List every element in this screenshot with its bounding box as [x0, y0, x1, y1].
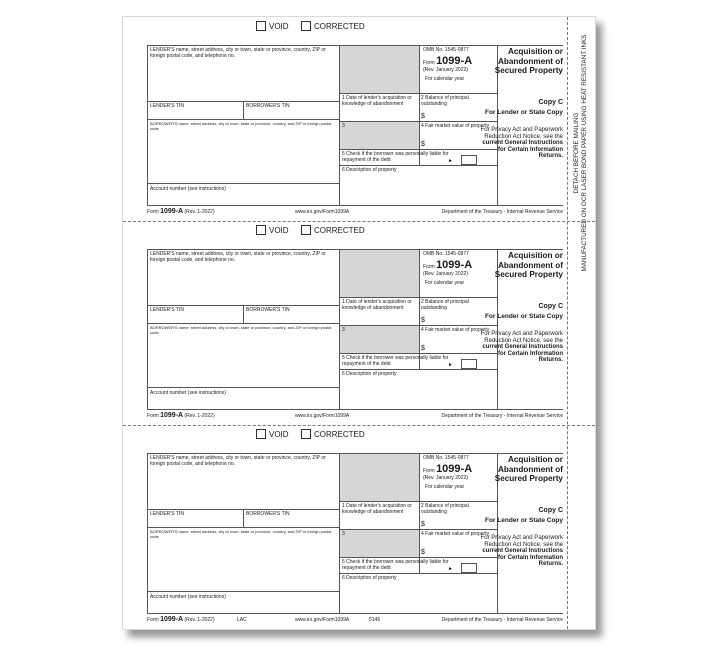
box5-checkbox[interactable]	[461, 155, 477, 165]
account-number-label: Account number (see instructions)	[150, 186, 226, 192]
void-checkbox-square[interactable]	[256, 225, 266, 235]
corrected-label: CORRECTED	[314, 225, 365, 235]
revision: (Rev. January 2022)	[423, 475, 468, 481]
form-sheet	[122, 16, 596, 630]
privacy-notice	[479, 127, 563, 160]
box5-label: 5 Check if the borrower was personally liable for repayment of the debt	[342, 355, 449, 367]
corrected-checkbox-square[interactable]	[301, 429, 311, 439]
detach-text: DETACH BEFORE MAILING	[573, 112, 580, 194]
form-word: Form	[423, 60, 435, 66]
box5-rule	[339, 149, 497, 150]
footer-code-right: 5146	[369, 617, 381, 623]
tin-divider	[243, 305, 244, 323]
lender-info-label: LENDER'S name, street address, city or town, state or province, country, ZIP or foreign postal code, and telephone no.	[150, 251, 326, 263]
privacy-notice	[479, 331, 563, 364]
form-title: Acquisition or Abandonment of Secured Property	[494, 455, 563, 483]
calendar-year-label: For calendar year	[425, 76, 465, 82]
box5-label: 5 Check if the borrower was personally liable for repayment of the debt	[342, 559, 449, 571]
box1-label: 1 Date of lender's acquisition or knowledge of abandonment	[342, 299, 412, 311]
calendar-year-field[interactable]	[340, 46, 419, 93]
form-copy-2	[123, 221, 595, 425]
footer-code-left: LAC	[237, 617, 247, 623]
box2-label: 2 Balance of principal outstanding	[421, 503, 469, 515]
box3-label: 3	[342, 531, 345, 537]
form-title: Acquisition or Abandonment of Secured Property	[494, 251, 563, 279]
privacy-text: For Privacy Act and Paperwork Reduction Act Notice, see the	[480, 331, 563, 344]
bottom-rule	[147, 409, 563, 410]
footer-form-number: 1099-A	[160, 208, 184, 215]
footer-form-id	[147, 617, 215, 623]
lender-tin-label: LENDER'S TIN	[150, 103, 184, 109]
footer-url: www.irs.gov/Form1099A	[295, 413, 350, 419]
footer-form-number: 1099-A	[160, 616, 184, 623]
account-rule	[147, 183, 339, 184]
tin-rule-bottom	[147, 527, 339, 528]
lender-tin-label: LENDER'S TIN	[150, 307, 184, 313]
tin-divider	[243, 101, 244, 119]
privacy-bold: current General Instructions for Certain Information Returns.	[482, 140, 563, 160]
borrower-info-label: BORROWER'S name, street address, city or town, state or province, country, and ZIP or foreign postal code	[150, 529, 332, 539]
box2-label: 2 Balance of principal outstanding	[421, 299, 469, 311]
box3-label: 3	[342, 123, 345, 129]
footer-department: Department of the Treasury - Internal Revenue Service	[441, 413, 563, 419]
omb-number: OMB No. 1545-0877	[423, 251, 469, 257]
left-rule	[147, 45, 148, 205]
revision: (Rev. January 2022)	[423, 67, 468, 73]
footer-form-word: Form	[147, 209, 159, 215]
borrower-tin-label: BORROWER'S TIN	[246, 103, 290, 109]
void-checkbox[interactable]	[256, 429, 289, 439]
tin-rule-bottom	[147, 323, 339, 324]
lender-info-label: LENDER'S name, street address, city or town, state or province, country, ZIP or foreign postal code, and telephone no.	[150, 47, 326, 59]
box4-label: 4 Fair market value of property	[421, 327, 490, 333]
corrected-checkbox-square[interactable]	[301, 21, 311, 31]
box3-field[interactable]	[340, 326, 419, 353]
box5-arrow: ►	[448, 158, 453, 164]
lender-tin-label: LENDER'S TIN	[150, 511, 184, 517]
footer-revision: (Rev. 1-2022)	[184, 413, 215, 419]
manufactured-text: MANUFACTURED ON OCR LASER BOND PAPER USING HEAT RESISTANT INKS	[581, 34, 588, 272]
form-word: Form	[423, 264, 435, 270]
box2-dollar: $	[421, 521, 425, 528]
box3-field[interactable]	[340, 122, 419, 149]
copy-for: For Lender or State Copy	[484, 517, 563, 524]
copy-label: Copy C	[538, 507, 563, 514]
account-rule	[147, 591, 339, 592]
lender-info-label: LENDER'S name, street address, city or town, state or province, country, ZIP or foreign postal code, and telephone no.	[150, 455, 326, 467]
revision: (Rev. January 2022)	[423, 271, 468, 277]
footer-form-id	[147, 413, 215, 419]
omb-number: OMB No. 1545-0877	[423, 455, 469, 461]
footer-form-word: Form	[147, 617, 159, 623]
box5-arrow: ►	[448, 566, 453, 572]
box6-rule	[339, 573, 497, 574]
account-number-label: Account number (see instructions)	[150, 390, 226, 396]
form-number: 1099-A	[436, 463, 473, 475]
footer-url: www.irs.gov/Form1099A	[295, 209, 350, 215]
copy-for: For Lender or State Copy	[484, 109, 563, 116]
calendar-year-field[interactable]	[340, 250, 419, 297]
borrower-tin-label: BORROWER'S TIN	[246, 511, 290, 517]
borrower-tin-label: BORROWER'S TIN	[246, 307, 290, 313]
box5-label: 5 Check if the borrower was personally liable for repayment of the debt	[342, 151, 449, 163]
perforation-line-2	[123, 425, 595, 426]
box2-dollar: $	[421, 113, 425, 120]
box4-label: 4 Fair market value of property	[421, 531, 490, 537]
footer-form-number: 1099-A	[160, 412, 184, 419]
void-checkbox[interactable]	[256, 225, 289, 235]
side-text	[573, 33, 589, 273]
box1-rule	[339, 297, 497, 298]
tin-rule-bottom	[147, 119, 339, 120]
copy-label: Copy C	[538, 99, 563, 106]
footer-url: www.irs.gov/Form1099A	[295, 617, 350, 623]
corrected-checkbox[interactable]	[301, 429, 365, 439]
privacy-notice	[479, 535, 563, 568]
box5-arrow: ►	[448, 362, 453, 368]
box1-rule	[339, 93, 497, 94]
account-number-label: Account number (see instructions)	[150, 594, 226, 600]
void-label: VOID	[269, 225, 289, 235]
box4-dollar: $	[421, 141, 425, 148]
calendar-year-label: For calendar year	[425, 280, 465, 286]
void-checkbox-square[interactable]	[256, 429, 266, 439]
box5-rule	[339, 557, 497, 558]
box6-rule	[339, 165, 497, 166]
box4-label: 4 Fair market value of property	[421, 123, 490, 129]
form-word: Form	[423, 468, 435, 474]
borrower-info-label: BORROWER'S name, street address, city or town, state or province, country, and ZIP or foreign postal code	[150, 325, 332, 335]
privacy-text: For Privacy Act and Paperwork Reduction Act Notice, see the	[480, 127, 563, 140]
privacy-bold: current General Instructions for Certain Information Returns.	[482, 548, 563, 568]
side-margin	[563, 33, 599, 273]
box3-label: 3	[342, 327, 345, 333]
perforation-line-1	[123, 221, 595, 222]
footer-revision: (Rev. 1-2022)	[184, 209, 215, 215]
tin-divider	[243, 509, 244, 527]
copy-for: For Lender or State Copy	[484, 313, 563, 320]
footer-form-id	[147, 209, 215, 215]
footer-revision: (Rev. 1-2022)	[184, 617, 215, 623]
void-label: VOID	[269, 429, 289, 439]
void-label: VOID	[269, 21, 289, 31]
calendar-year-field[interactable]	[340, 454, 419, 501]
bottom-rule	[147, 613, 563, 614]
box6-rule	[339, 369, 497, 370]
form-number: 1099-A	[436, 259, 473, 271]
box4-dollar: $	[421, 345, 425, 352]
left-rule	[147, 453, 148, 613]
box1-label: 1 Date of lender's acquisition or knowledge of abandonment	[342, 503, 412, 515]
box5-checkbox[interactable]	[461, 563, 477, 573]
footer-department: Department of the Treasury - Internal Revenue Service	[441, 209, 563, 215]
box3-field[interactable]	[340, 530, 419, 557]
copy-label: Copy C	[538, 303, 563, 310]
corrected-checkbox[interactable]	[301, 21, 365, 31]
void-checkbox-square[interactable]	[256, 21, 266, 31]
box6-label: 6 Description of property	[342, 371, 397, 377]
box1-rule	[339, 501, 497, 502]
privacy-text: For Privacy Act and Paperwork Reduction Act Notice, see the	[480, 535, 563, 548]
box2-label: 2 Balance of principal outstanding	[421, 95, 469, 107]
account-rule	[147, 387, 339, 388]
form-number: 1099-A	[436, 55, 473, 67]
form-copy-3	[123, 425, 595, 629]
footer-form-word: Form	[147, 413, 159, 419]
box5-checkbox[interactable]	[461, 359, 477, 369]
footer-department: Department of the Treasury - Internal Revenue Service	[441, 617, 563, 623]
box1-label: 1 Date of lender's acquisition or knowledge of abandonment	[342, 95, 412, 107]
form-copy-1	[123, 17, 595, 221]
omb-number: OMB No. 1545-0877	[423, 47, 469, 53]
corrected-checkbox-square[interactable]	[301, 225, 311, 235]
form-title: Acquisition or Abandonment of Secured Property	[494, 47, 563, 75]
borrower-info-label: BORROWER'S name, street address, city or town, state or province, country, and ZIP or foreign postal code	[150, 121, 332, 131]
box4-dollar: $	[421, 549, 425, 556]
box6-label: 6 Description of property	[342, 575, 397, 581]
corrected-checkbox[interactable]	[301, 225, 365, 235]
left-rule	[147, 249, 148, 409]
calendar-year-label: For calendar year	[425, 484, 465, 490]
bottom-rule	[147, 205, 563, 206]
corrected-label: CORRECTED	[314, 429, 365, 439]
box6-label: 6 Description of property	[342, 167, 397, 173]
privacy-bold: current General Instructions for Certain Information Returns.	[482, 344, 563, 364]
box5-rule	[339, 353, 497, 354]
corrected-label: CORRECTED	[314, 21, 365, 31]
void-checkbox[interactable]	[256, 21, 289, 31]
box2-dollar: $	[421, 317, 425, 324]
